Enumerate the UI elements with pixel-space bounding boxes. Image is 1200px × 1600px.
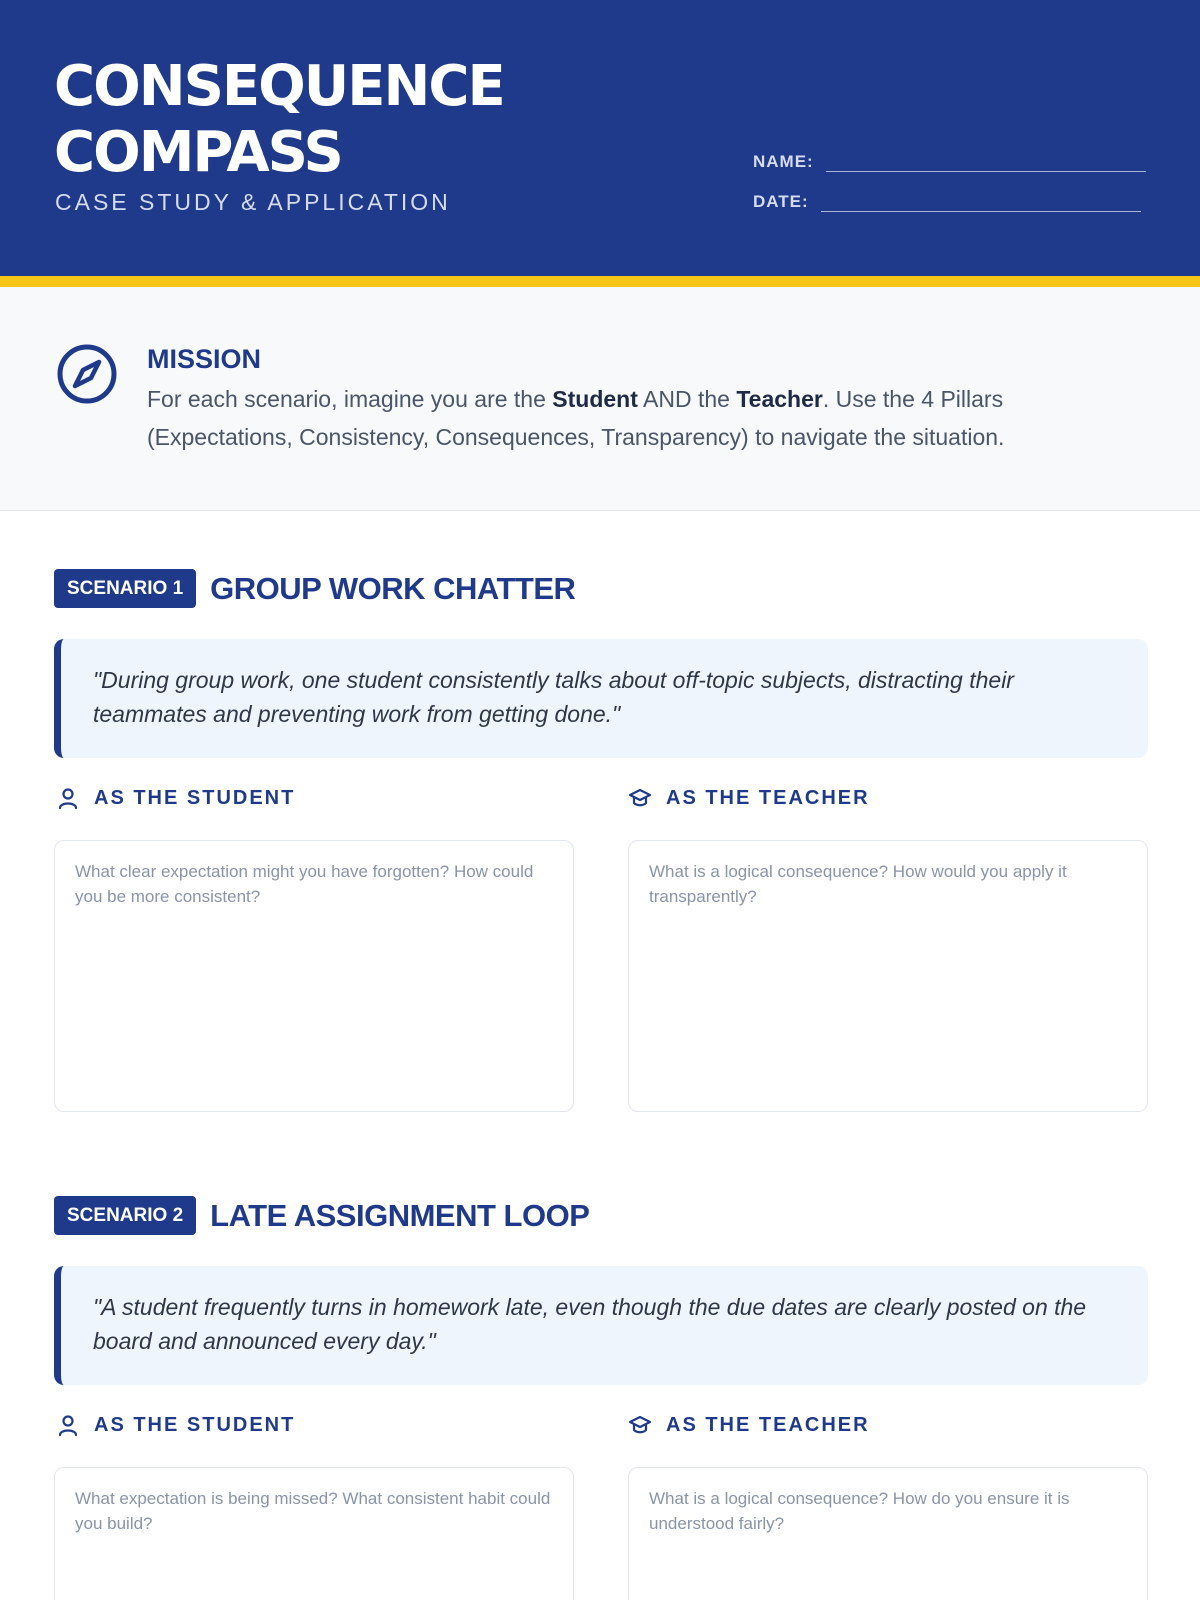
mission-teacher-word: Teacher — [736, 386, 823, 412]
role-label-text: AS THE STUDENT — [94, 1413, 296, 1436]
name-row — [753, 152, 1146, 172]
date-label: DATE: — [753, 192, 809, 211]
page-subtitle: CASE STUDY & APPLICATION — [55, 189, 451, 215]
scenario-2-student-answer[interactable] — [54, 1467, 574, 1600]
scenario-1-title: GROUP WORK CHATTER — [210, 570, 576, 606]
date-field[interactable] — [821, 192, 1141, 212]
mission-student-word: Student — [552, 386, 638, 412]
scenario-2-title: LATE ASSIGNMENT LOOP — [210, 1197, 590, 1233]
page-header — [0, 0, 1200, 276]
scenario-1-student-answer[interactable] — [54, 840, 574, 1112]
scenario-2-quote: "A student frequently turns in homework late, even though the due dates are clearly posted on the board and announced every day." — [54, 1266, 1148, 1385]
page-title — [54, 54, 504, 186]
role-label-text: AS THE TEACHER — [666, 1413, 870, 1436]
scenario-2-teacher-label — [628, 1413, 870, 1437]
scenario-1-teacher-label — [628, 786, 870, 810]
user-icon — [56, 786, 80, 810]
scenario-2-teacher-answer[interactable] — [628, 1467, 1148, 1600]
title-line-1: CONSEQUENCE — [54, 54, 504, 119]
mission-text-part-1: For each scenario, imagine you are the — [147, 386, 553, 412]
scenario-1-quote: "During group work, one student consistently talks about off-topic subjects, distracting their teammates and preventing work from getting done." — [54, 639, 1148, 758]
name-field[interactable] — [826, 152, 1146, 172]
scenario-1-header — [54, 569, 575, 608]
scenario-2-header — [54, 1196, 589, 1235]
name-label: NAME: — [753, 152, 814, 171]
header-accent-stripe — [0, 276, 1200, 287]
compass-icon — [56, 343, 118, 405]
graduation-cap-icon — [628, 1413, 652, 1437]
mission-text — [147, 380, 1147, 456]
user-icon — [56, 1413, 80, 1437]
scenario-1-badge: SCENARIO 1 — [54, 569, 196, 608]
role-label-text: AS THE TEACHER — [666, 786, 870, 809]
date-row — [753, 192, 1141, 212]
mission-text-part-2: AND the — [637, 386, 737, 412]
scenario-2-badge: SCENARIO 2 — [54, 1196, 196, 1235]
scenario-2-student-label — [56, 1413, 295, 1437]
scenario-1-teacher-answer[interactable] — [628, 840, 1148, 1112]
mission-title: MISSION — [147, 344, 262, 374]
mission-text-part-3: . Use the 4 Pillars (Expectations, Consistency, Consequences, Transparency) to navigate the situation. — [147, 386, 1005, 450]
scenario-1-student-label — [56, 786, 295, 810]
role-label-text: AS THE STUDENT — [94, 786, 296, 809]
title-line-2: COMPASS — [54, 120, 342, 185]
graduation-cap-icon — [628, 786, 652, 810]
